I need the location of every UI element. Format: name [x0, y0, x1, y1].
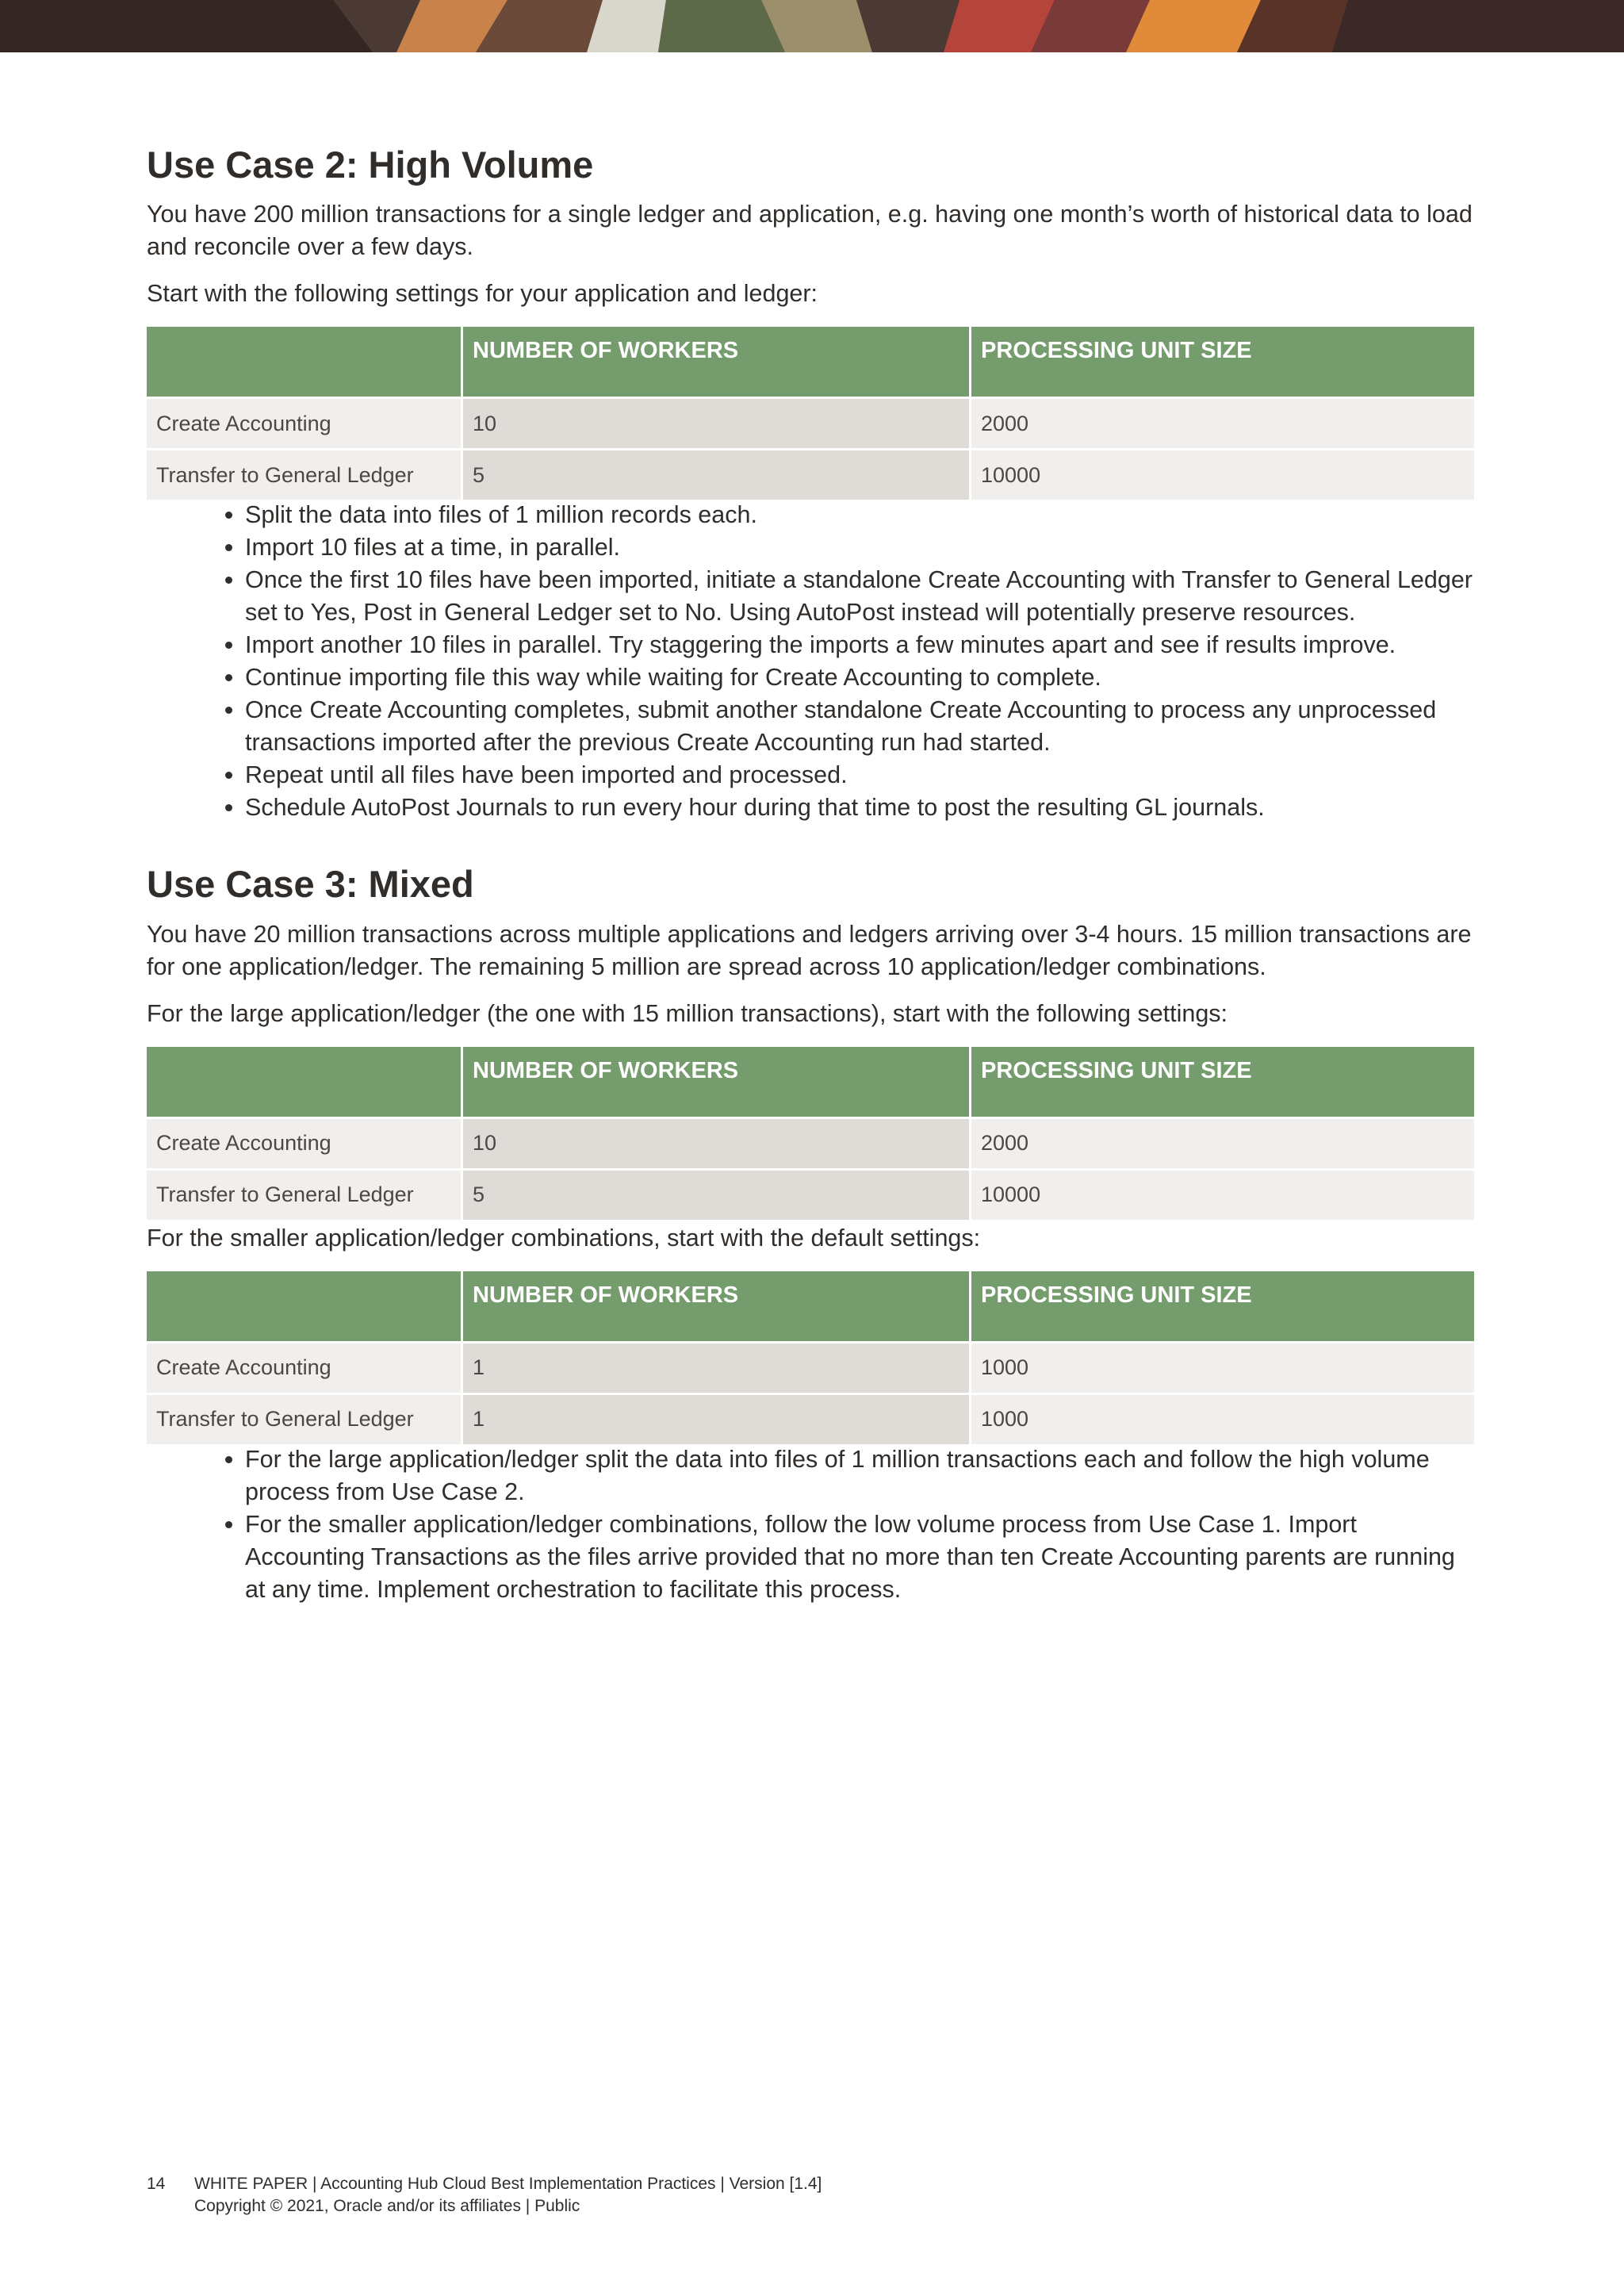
bullet-list: [147, 1443, 1477, 1606]
table-row: [147, 1119, 1474, 1168]
footer-title: WHITE PAPER | Accounting Hub Cloud Best Implementation Practices | Version [1.4]: [194, 2175, 822, 2193]
table-row: [147, 1343, 1474, 1393]
table-header-row: [147, 1047, 1474, 1117]
footer-doc-line: [147, 2173, 822, 2195]
list-item: • Split the data into files of 1 million records each.: [245, 499, 1477, 531]
table-cell: Transfer to General Ledger: [147, 1171, 461, 1220]
table-header-cell: NUMBER OF WORKERS: [463, 327, 969, 397]
section-heading: Use Case 3: Mixed: [147, 863, 474, 906]
list-item: • Once the first 10 files have been imported, initiate a standalone Create Accounting with Transfer to General Ledger set to Yes, Post in General Ledger set to No. Using AutoPost instead will potentially preserve resources.: [245, 564, 1477, 629]
table-header-cell: [147, 1271, 461, 1341]
table-header-row: [147, 327, 1474, 397]
table-cell: 2000: [971, 399, 1474, 448]
table-header-cell: NUMBER OF WORKERS: [463, 1047, 969, 1117]
bullet-list: [147, 499, 1477, 824]
table-cell: Create Accounting: [147, 399, 461, 448]
table-lead-text: For the smaller application/ledger combinations, start with the default settings:: [147, 1224, 981, 1251]
settings-table: [144, 1045, 1477, 1222]
footer-copyright: Copyright © 2021, Oracle and/or its affiliates | Public: [194, 2197, 580, 2215]
table-row: [147, 1395, 1474, 1444]
page-footer: [147, 2173, 822, 2217]
table-cell: 10: [463, 1119, 969, 1168]
table-cell: 1000: [971, 1395, 1474, 1444]
table-cell: 10000: [971, 1171, 1474, 1220]
section-heading: Use Case 2: High Volume: [147, 144, 594, 186]
list-item: • Import 10 files at a time, in parallel.: [245, 531, 1477, 564]
table-lead-text: For the large application/ledger (the one with 15 million transactions), start with the following settings:: [147, 999, 1228, 1027]
settings-table: [144, 1269, 1477, 1447]
list-item: • Import another 10 files in parallel. Try staggering the imports a few minutes apart and see if results improve.: [245, 629, 1477, 661]
list-item: • Schedule AutoPost Journals to run every hour during that time to post the resulting GL journals.: [245, 792, 1477, 824]
list-item: • Repeat until all files have been imported and processed.: [245, 759, 1477, 792]
table-row: [147, 1171, 1474, 1220]
table-cell: 1000: [971, 1343, 1474, 1393]
decorative-pattern-image: [0, 0, 1624, 52]
list-item: • Continue importing file this way while waiting for Create Accounting to complete.: [245, 661, 1477, 694]
table-cell: Transfer to General Ledger: [147, 450, 461, 500]
list-item: • For the large application/ledger split the data into files of 1 million transactions each and follow the high volume process from Use Case 2.: [245, 1443, 1477, 1508]
header-banner-art: [0, 0, 1624, 52]
list-item: • Once Create Accounting completes, submit another standalone Create Accounting to process any unprocessed transactions imported after the previous Create Accounting run had started.: [245, 694, 1477, 759]
table-header-cell: [147, 1047, 461, 1117]
table-cell: 10: [463, 399, 969, 448]
table-cell: Create Accounting: [147, 1119, 461, 1168]
table-row: [147, 450, 1474, 500]
table-cell: Transfer to General Ledger: [147, 1395, 461, 1444]
section-intro: You have 20 million transactions across multiple applications and ledgers arriving over 3-4 hours. 15 million transactions are for one application/ledger. The remaining 5 million are spread across 10 application/ledger combinations.: [147, 920, 1472, 980]
table-cell: 2000: [971, 1119, 1474, 1168]
table-lead-text: Start with the following settings for your application and ledger:: [147, 280, 818, 308]
list-item: • For the smaller application/ledger combinations, follow the low volume process from Use Case 1. Import Accounting Transactions as the files arrive provided that no more than ten Create Accounting parents are running at any time. Implement orchestration to facilitate this process.: [245, 1508, 1477, 1606]
table-cell: 5: [463, 1171, 969, 1220]
table-header-cell: NUMBER OF WORKERS: [463, 1271, 969, 1341]
table-header-row: [147, 1271, 1474, 1341]
table-cell: 1: [463, 1395, 969, 1444]
section-intro: You have 200 million transactions for a single ledger and application, e.g. having one month’s worth of historical data to load and reconcile over a few days.: [147, 201, 1473, 261]
table-header-cell: [147, 327, 461, 397]
table-cell: 10000: [971, 450, 1474, 500]
table-header-cell: PROCESSING UNIT SIZE: [971, 1047, 1474, 1117]
settings-table: [144, 324, 1477, 502]
page-number: 14: [147, 2175, 166, 2193]
table-header-cell: PROCESSING UNIT SIZE: [971, 327, 1474, 397]
table-header-cell: PROCESSING UNIT SIZE: [971, 1271, 1474, 1341]
table-cell: 1: [463, 1343, 969, 1393]
table-row: [147, 399, 1474, 448]
table-cell: 5: [463, 450, 969, 500]
table-cell: Create Accounting: [147, 1343, 461, 1393]
